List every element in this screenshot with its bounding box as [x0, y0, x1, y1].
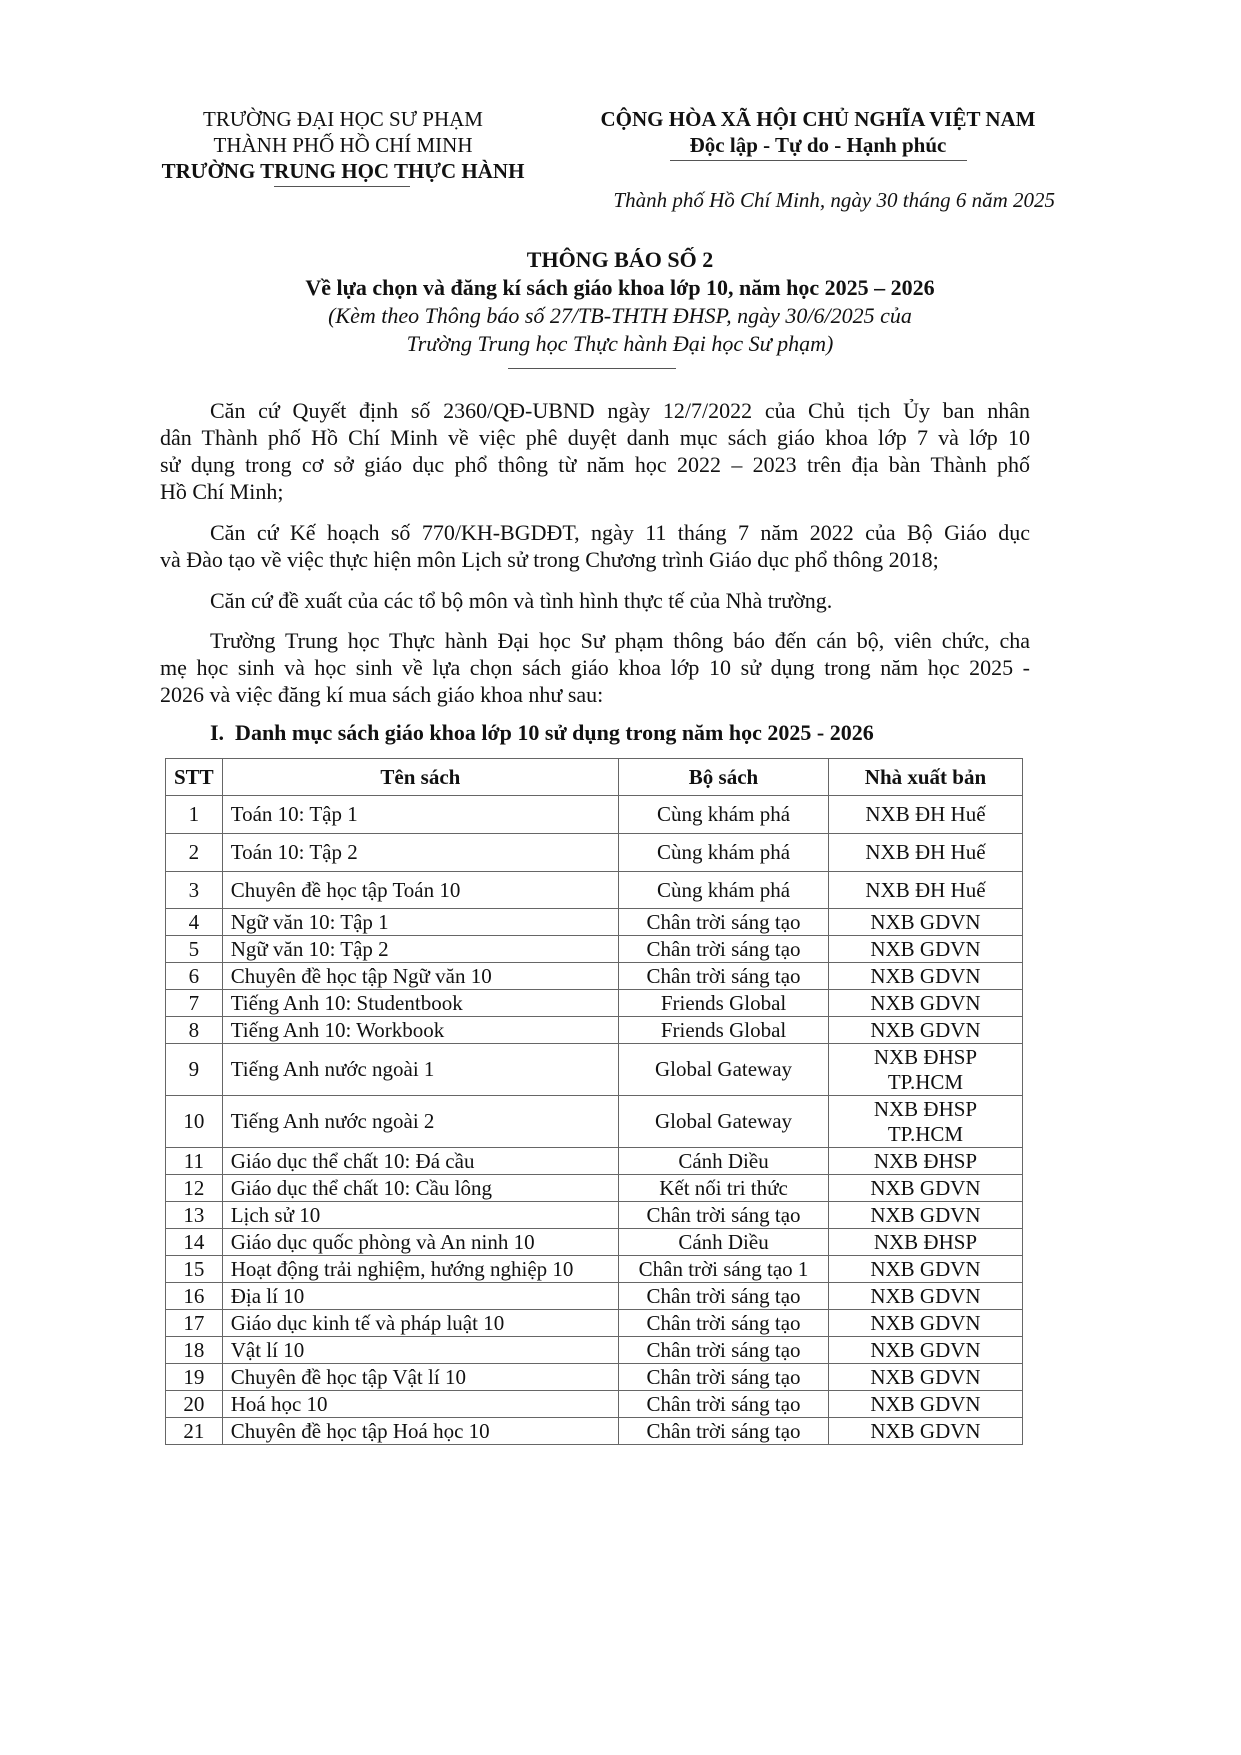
- publisher: NXB GDVN: [828, 1017, 1022, 1044]
- book-series: Kết nối tri thức: [619, 1175, 829, 1202]
- table-row: [166, 1418, 1023, 1445]
- publisher: NXB ĐH Huế: [828, 796, 1022, 834]
- book-series: Cánh Diều: [619, 1229, 829, 1256]
- row-number: 8: [166, 1017, 223, 1044]
- table-row: [166, 963, 1023, 990]
- table-row: [166, 1310, 1023, 1337]
- row-number: 19: [166, 1364, 223, 1391]
- book-title: Giáo dục thể chất 10: Đá cầu: [222, 1148, 618, 1175]
- row-number: 20: [166, 1391, 223, 1418]
- row-number: 15: [166, 1256, 223, 1283]
- table-row: [166, 1256, 1023, 1283]
- book-series: Global Gateway: [619, 1096, 829, 1148]
- row-number: 13: [166, 1202, 223, 1229]
- divider: [670, 160, 967, 161]
- book-title: Toán 10: Tập 2: [222, 834, 618, 872]
- column-header-stt: STT: [166, 759, 223, 796]
- book-series: Chân trời sáng tạo: [619, 1364, 829, 1391]
- row-number: 6: [166, 963, 223, 990]
- paragraph-line: Trường Trung học Thực hành Đại học Sư phạm thông báo đến cán bộ, viên chức, cha: [210, 628, 1030, 653]
- title-block: [220, 246, 1020, 358]
- book-series: Global Gateway: [619, 1044, 829, 1096]
- book-series: Chân trời sáng tạo: [619, 1337, 829, 1364]
- book-title: Tiếng Anh 10: Workbook: [222, 1017, 618, 1044]
- publisher: NXB ĐHSP TP.HCM: [828, 1096, 1022, 1148]
- document-title: THÔNG BÁO SỐ 2: [526, 247, 714, 272]
- publisher: NXB GDVN: [828, 963, 1022, 990]
- table-row: [166, 936, 1023, 963]
- row-number: 17: [166, 1310, 223, 1337]
- motto: Độc lập - Tự do - Hạnh phúc: [689, 133, 947, 157]
- column-header-title: Tên sách: [222, 759, 618, 796]
- document-date: Thành phố Hồ Chí Minh, ngày 30 tháng 6 năm 2025: [613, 188, 1055, 212]
- table-row: [166, 1229, 1023, 1256]
- book-title: Tiếng Anh 10: Studentbook: [222, 990, 618, 1017]
- book-title: Tiếng Anh nước ngoài 2: [222, 1096, 618, 1148]
- paragraph-line: mẹ học sinh và học sinh về lựa chọn sách giáo khoa lớp 10 sử dụng trong năm học 2025 -: [160, 655, 1030, 680]
- country-name: CỘNG HÒA XÃ HỘI CHỦ NGHĨA VIỆT NAM: [600, 107, 1036, 131]
- document-subtitle: Về lựa chọn và đăng kí sách giáo khoa lớp 10, năm học 2025 – 2026: [305, 275, 935, 300]
- attachment-note: (Kèm theo Thông báo số 27/TB-THTH ĐHSP, ngày 30/6/2025 của: [328, 303, 912, 328]
- table-header-row: [166, 759, 1023, 796]
- table-row: [166, 1096, 1023, 1148]
- book-title: Chuyên đề học tập Ngữ văn 10: [222, 963, 618, 990]
- row-number: 21: [166, 1418, 223, 1445]
- table-row: [166, 1337, 1023, 1364]
- paragraph-line: dân Thành phố Hồ Chí Minh về việc phê duyệt danh mục sách giáo khoa lớp 7 và lớp 10: [160, 425, 1030, 450]
- book-series: Chân trời sáng tạo: [619, 963, 829, 990]
- paragraph-line: 2026 và việc đăng kí mua sách giáo khoa như sau:: [160, 682, 604, 707]
- publisher: NXB ĐHSP: [828, 1148, 1022, 1175]
- table-row: [166, 1391, 1023, 1418]
- publisher: NXB GDVN: [828, 1391, 1022, 1418]
- row-number: 5: [166, 936, 223, 963]
- book-series: Chân trời sáng tạo 1: [619, 1256, 829, 1283]
- paragraph-line: Căn cứ Kế hoạch số 770/KH-BGDĐT, ngày 11 tháng 7 năm 2022 của Bộ Giáo dục: [210, 520, 1030, 545]
- city-name: THÀNH PHỐ HỒ CHÍ MINH: [213, 133, 473, 157]
- table-row: [166, 1175, 1023, 1202]
- publisher: NXB GDVN: [828, 990, 1022, 1017]
- book-series: Cùng khám phá: [619, 834, 829, 872]
- paragraph-line: Hồ Chí Minh;: [160, 479, 284, 504]
- table-row: [166, 1044, 1023, 1096]
- table-row: [166, 1148, 1023, 1175]
- row-number: 12: [166, 1175, 223, 1202]
- row-number: 9: [166, 1044, 223, 1096]
- book-series: Cùng khám phá: [619, 872, 829, 909]
- section-heading: I. Danh mục sách giáo khoa lớp 10 sử dụng trong năm học 2025 - 2026: [210, 720, 874, 745]
- table-row: [166, 1364, 1023, 1391]
- publisher: NXB GDVN: [828, 1283, 1022, 1310]
- university-name: TRƯỜNG ĐẠI HỌC SƯ PHẠM: [203, 107, 483, 131]
- school-name: TRƯỜNG TRUNG HỌC THỰC HÀNH: [161, 159, 525, 183]
- table-row: [166, 872, 1023, 909]
- publisher: NXB GDVN: [828, 1175, 1022, 1202]
- publisher: NXB ĐH Huế: [828, 834, 1022, 872]
- row-number: 10: [166, 1096, 223, 1148]
- book-series: Cánh Diều: [619, 1148, 829, 1175]
- book-series: Friends Global: [619, 990, 829, 1017]
- publisher: NXB GDVN: [828, 936, 1022, 963]
- book-title: Giáo dục quốc phòng và An ninh 10: [222, 1229, 618, 1256]
- publisher: NXB GDVN: [828, 1256, 1022, 1283]
- publisher: NXB GDVN: [828, 909, 1022, 936]
- table-row: [166, 909, 1023, 936]
- book-series: Chân trời sáng tạo: [619, 1310, 829, 1337]
- divider: [508, 368, 676, 369]
- book-title: Chuyên đề học tập Hoá học 10: [222, 1418, 618, 1445]
- book-title: Giáo dục thể chất 10: Cầu lông: [222, 1175, 618, 1202]
- publisher: NXB ĐHSP TP.HCM: [828, 1044, 1022, 1096]
- book-title: Hoạt động trải nghiệm, hướng nghiệp 10: [222, 1256, 618, 1283]
- table-row: [166, 1283, 1023, 1310]
- column-header-publisher: Nhà xuất bản: [828, 759, 1022, 796]
- textbook-table: [165, 758, 1023, 1445]
- column-header-series: Bộ sách: [619, 759, 829, 796]
- table-row: [166, 990, 1023, 1017]
- row-number: 1: [166, 796, 223, 834]
- book-title: Ngữ văn 10: Tập 1: [222, 909, 618, 936]
- book-series: Chân trời sáng tạo: [619, 1418, 829, 1445]
- book-series: Chân trời sáng tạo: [619, 1283, 829, 1310]
- book-title: Toán 10: Tập 1: [222, 796, 618, 834]
- book-title: Giáo dục kinh tế và pháp luật 10: [222, 1310, 618, 1337]
- attachment-note-2: Trường Trung học Thực hành Đại học Sư phạm): [406, 331, 834, 356]
- book-title: Vật lí 10: [222, 1337, 618, 1364]
- paragraph-line: và Đào tạo về việc thực hiện môn Lịch sử trong Chương trình Giáo dục phổ thông 2018;: [160, 547, 939, 572]
- paragraph-line: Căn cứ Quyết định số 2360/QĐ-UBND ngày 12/7/2022 của Chủ tịch Ủy ban nhân: [210, 398, 1030, 423]
- row-number: 4: [166, 909, 223, 936]
- paragraph-line: Căn cứ đề xuất của các tổ bộ môn và tình hình thực tế của Nhà trường.: [210, 588, 833, 613]
- book-series: Chân trời sáng tạo: [619, 909, 829, 936]
- row-number: 18: [166, 1337, 223, 1364]
- book-title: Lịch sử 10: [222, 1202, 618, 1229]
- publisher: NXB ĐH Huế: [828, 872, 1022, 909]
- row-number: 16: [166, 1283, 223, 1310]
- publisher: NXB GDVN: [828, 1337, 1022, 1364]
- book-title: Chuyên đề học tập Toán 10: [222, 872, 618, 909]
- publisher: NXB GDVN: [828, 1364, 1022, 1391]
- book-series: Friends Global: [619, 1017, 829, 1044]
- row-number: 7: [166, 990, 223, 1017]
- book-title: Địa lí 10: [222, 1283, 618, 1310]
- book-series: Cùng khám phá: [619, 796, 829, 834]
- book-title: Chuyên đề học tập Vật lí 10: [222, 1364, 618, 1391]
- divider: [274, 186, 410, 187]
- row-number: 14: [166, 1229, 223, 1256]
- table-row: [166, 834, 1023, 872]
- book-series: Chân trời sáng tạo: [619, 936, 829, 963]
- book-series: Chân trời sáng tạo: [619, 1391, 829, 1418]
- paragraph-line: sử dụng trong cơ sở giáo dục phổ thông từ năm học 2022 – 2023 trên địa bàn Thành phố: [160, 452, 1030, 477]
- header-left: [143, 106, 543, 184]
- book-series: Chân trời sáng tạo: [619, 1202, 829, 1229]
- row-number: 2: [166, 834, 223, 872]
- book-title: Ngữ văn 10: Tập 2: [222, 936, 618, 963]
- row-number: 3: [166, 872, 223, 909]
- publisher: NXB GDVN: [828, 1202, 1022, 1229]
- book-title: Tiếng Anh nước ngoài 1: [222, 1044, 618, 1096]
- header-right: [568, 106, 1068, 158]
- publisher: NXB ĐHSP: [828, 1229, 1022, 1256]
- table-row: [166, 796, 1023, 834]
- row-number: 11: [166, 1148, 223, 1175]
- table-row: [166, 1017, 1023, 1044]
- table-row: [166, 1202, 1023, 1229]
- publisher: NXB GDVN: [828, 1310, 1022, 1337]
- publisher: NXB GDVN: [828, 1418, 1022, 1445]
- book-title: Hoá học 10: [222, 1391, 618, 1418]
